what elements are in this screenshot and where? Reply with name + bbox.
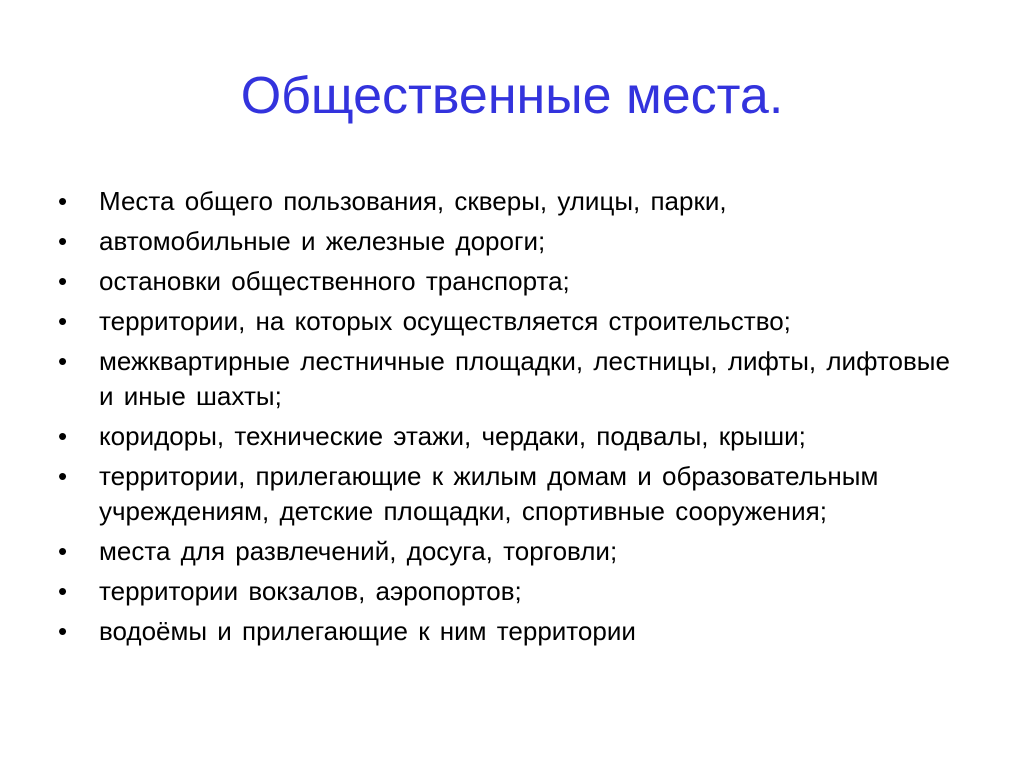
list-item <box>58 224 958 259</box>
bullet-icon: • <box>58 616 68 646</box>
list-item-text: водоёмы и прилегающие к ним территории <box>99 616 636 646</box>
list-item-text: территории, прилегающие к жилым домам и образовательным учреждениям, детские площадки, спортивные сооружения; <box>99 461 879 526</box>
bullet-icon: • <box>58 346 68 376</box>
bullet-icon: • <box>58 226 68 256</box>
bullet-icon: • <box>58 266 68 296</box>
list-item-text: территории вокзалов, аэропортов; <box>99 576 522 606</box>
bullet-icon: • <box>58 421 68 451</box>
bullet-icon: • <box>58 306 68 336</box>
list-item-text: автомобильные и железные дороги; <box>99 226 546 256</box>
list-item-text: коридоры, технические этажи, чердаки, подвалы, крыши; <box>99 421 806 451</box>
list-item <box>58 344 958 414</box>
list-item <box>58 534 958 569</box>
list-item <box>58 459 958 529</box>
list-item-text: остановки общественного транспорта; <box>99 266 570 296</box>
bullet-icon: • <box>58 186 68 216</box>
list-item <box>58 614 958 649</box>
list-item-text: межквартирные лестничные площадки, лестницы, лифты, лифтовые и иные шахты; <box>99 346 950 411</box>
list-item-text: места для развлечений, досуга, торговли; <box>99 536 618 566</box>
list-item <box>58 574 958 609</box>
slide-title: Общественные места. <box>240 67 784 125</box>
bullet-icon: • <box>58 461 68 491</box>
bullet-icon: • <box>58 576 68 606</box>
bullet-list <box>58 184 958 654</box>
bullet-icon: • <box>58 536 68 566</box>
list-item-text: Места общего пользования, скверы, улицы, парки, <box>99 186 727 216</box>
list-item <box>58 419 958 454</box>
list-item-text: территории, на которых осуществляется строительство; <box>99 306 791 336</box>
list-item <box>58 184 958 219</box>
list-item <box>58 264 958 299</box>
list-item <box>58 304 958 339</box>
